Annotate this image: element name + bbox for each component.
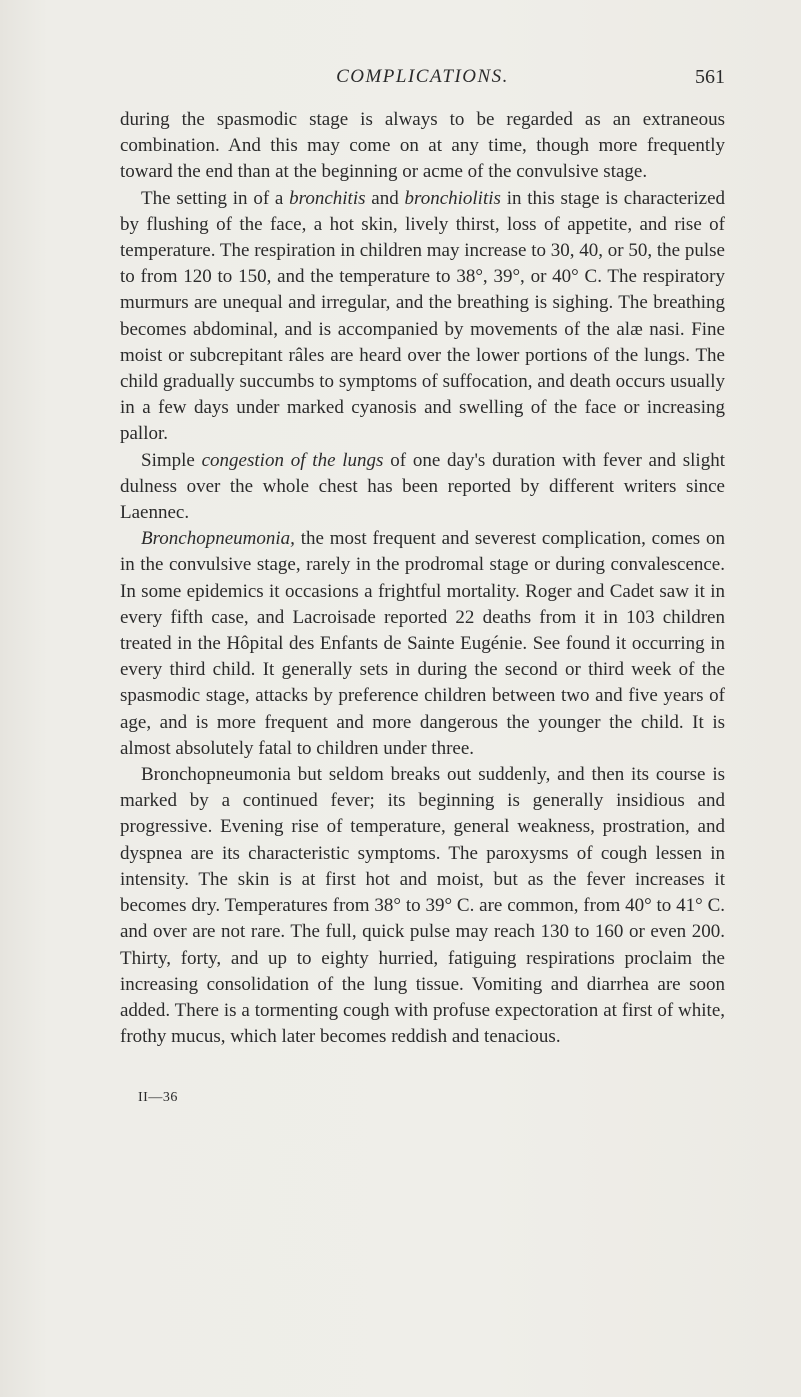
italic-term: bronchitis xyxy=(289,187,366,209)
paragraph-bronchitis xyxy=(120,186,725,448)
page-number: 561 xyxy=(695,66,725,88)
paragraph-continuation xyxy=(120,107,725,186)
paragraph-bronchopneumonia-course xyxy=(120,762,725,1050)
text-run: during the spasmodic stage is always to be regarded as an extraneous combination. And this may come on at any time, though more frequently toward the end than at the beginning or acme of the convulsive stage. xyxy=(120,109,725,183)
text-run: of one day's duration with fever and slight dulness over the whole chest has been reported by different writers since Laennec. xyxy=(120,449,725,524)
running-head xyxy=(120,66,725,96)
text-run: and xyxy=(365,187,405,209)
text-run: The setting in of a xyxy=(141,187,290,209)
italic-term: Bronchopneumonia, xyxy=(141,528,295,550)
paragraph-congestion xyxy=(120,448,725,527)
italic-term: bronchiolitis xyxy=(404,187,501,209)
text-run: the most frequent and severest complication, comes on in the convulsive stage, rarely in the prodromal stage or during convalescence. In some epidemics it occasions a frightful mortality. Roger and Cadet saw it in every fifth case, and Lacroisade reported 22 deaths from it in 103 children treated in the Hôpital des Enfants de Sainte Eugénie. See found it occurring in every third child. It generally sets in during the second or third week of the spasmodic stage, attacks by preference children between two and five years of age, and is more frequent and more dangerous the younger the child. It is almost absolutely fatal to children under three. xyxy=(120,528,725,759)
running-title: COMPLICATIONS. xyxy=(336,66,509,87)
text-run: Simple xyxy=(141,449,202,471)
paragraph-bronchopneumonia xyxy=(120,526,725,762)
text-run: in this stage is characterized by flushing of the face, a hot skin, lively thirst, loss of appetite, and rise of temperature. The respiration in children may increase to 30, 40, or 50, the pulse to from 120 to 150, and the temperature to 38°, 39°, or 40° C. The respiratory murmurs are unequal and irregular, and the breathing is sighing. The breathing becomes abdominal, and is accompanied by movements of the alæ nasi. Fine moist or subcrepitant râles are heard over the lower portions of the lungs. The child gradually succumbs to symptoms of suffocation, and death occurs usually in a few days under marked cyanosis and swelling of the face or increasing pallor. xyxy=(120,187,726,445)
body-text xyxy=(120,107,725,1050)
text-run: Bronchopneumonia but seldom breaks out suddenly, and then its course is marked by a continued fever; its beginning is generally insidious and progressive. Evening rise of temperature, general weakness, prostration, and dyspnea are its characteristic symptoms. The paroxysms of cough lessen in intensity. The skin is at first hot and moist, but as the fever increases it becomes dry. Temperatures from 38° to 39° C. are common, from 40° to 41° C. and over are not rare. The full, quick pulse may reach 130 to 160 or even 200. Thirty, forty, and up to eighty hurried, fatiguing respirations proclaim the increasing consolidation of the lung tissue. Vomiting and diarrhea are soon added. There is a tormenting cough with profuse expectoration at first of white, frothy mucus, which later becomes reddish and tenacious. xyxy=(120,764,725,1048)
signature-mark: II—36 xyxy=(138,1090,178,1105)
italic-term: congestion of the lungs xyxy=(201,449,384,471)
